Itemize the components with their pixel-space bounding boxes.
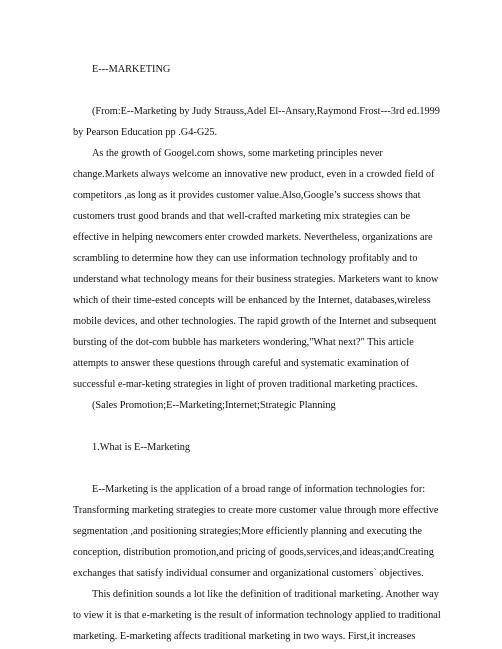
source-citation: [73, 101, 469, 143]
text-line: attempts to answer these questions through careful and systematic examination of: [73, 358, 410, 369]
text-line: bursting of the dot-com bubble has marketers wondering,"What next?" This article: [73, 337, 414, 348]
intro-paragraph: [73, 143, 469, 395]
text-line: understand what technology means for their business strategies. Marketers want to know: [73, 274, 439, 285]
text-line: Transforming marketing strategies to create more customer value through more effective: [73, 505, 439, 516]
text-line: competitors ,as long as it provides customer value.Also,Google’s success shows that: [73, 190, 421, 201]
document-heading: [73, 59, 469, 80]
closing-paragraph: [73, 584, 469, 647]
text-line: to view it is that e-marketing is the result of information technology applied to traditional: [73, 610, 441, 621]
text-line: (From:E--Marketing by Judy Strauss,Adel El--Ansary,Raymond Frost---3rd ed.1999: [92, 106, 440, 117]
text-line: by Pearson Education pp .G4-G25.: [73, 127, 218, 138]
text-line: segmentation ,and positioning strategies;More efficiently planning and executing the: [73, 526, 422, 537]
section-title: [73, 437, 469, 458]
keywords-text: (Sales Promotion;E--Marketing;Internet;Strategic Planning: [92, 400, 336, 411]
text-line: change.Markets always welcome an innovative new product, even in a crowded field of: [73, 169, 435, 180]
definition-paragraph: [73, 479, 469, 584]
text-line: As the growth of Googel.com shows, some marketing principles never: [92, 148, 383, 159]
text-line: scrambling to determine how they can use information technology profitably and to: [73, 253, 418, 264]
text-line: effective in helping newcomers enter crowded markets. Nevertheless, organizations are: [73, 232, 433, 243]
text-line: conception, distribution promotion,and pricing of goods,services,and ideas;andCreating: [73, 547, 434, 558]
text-line: exchanges that satisfy individual consumer and organizational customers` objectives.: [73, 568, 424, 579]
text-line: mobile devices, and other technologies. The rapid growth of the Internet and subsequent: [73, 316, 437, 327]
text-line: customers trust good brands and that well-crafted marketing mix strategies can be: [73, 211, 411, 222]
text-line: E--Marketing is the application of a broad range of information technologies for:: [92, 484, 426, 495]
text-line: which of their time-ested concepts will be enhanced by the Internet, databases,wireless: [73, 295, 431, 306]
text-line: This definition sounds a lot like the definition of traditional marketing. Another way: [92, 589, 439, 600]
text-line: marketing. E-marketing affects traditional marketing in two ways. First,it increases: [73, 631, 416, 642]
keywords-line: [73, 395, 469, 416]
heading-text: E---MARKETING: [92, 64, 171, 75]
text-line: successful e-mar-keting strategies in light of proven traditional marketing practices.: [73, 379, 418, 390]
section-title-text: 1.What is E--Marketing: [92, 442, 191, 453]
